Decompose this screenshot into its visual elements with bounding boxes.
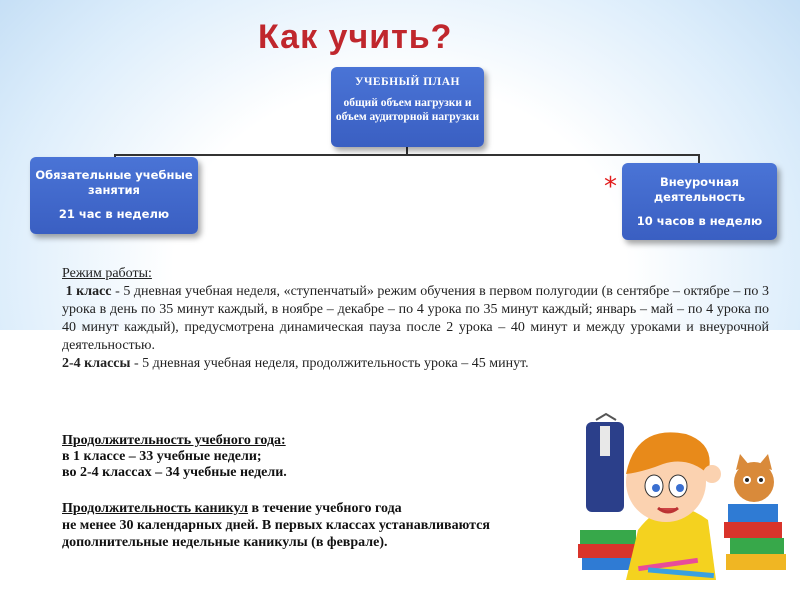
holidays-heading-rest: в течение учебного года — [248, 501, 402, 516]
study-plan-title: УЧЕБНЫЙ ПЛАН — [355, 76, 460, 88]
holidays-section — [62, 500, 490, 551]
holidays-heading: Продолжительность каникул — [62, 501, 249, 516]
page-title: Как учить? — [258, 18, 453, 56]
mandatory-classes-box — [30, 157, 198, 234]
extracurricular-label: Внеурочная деятельность — [653, 175, 746, 204]
schoolboy-illustration — [578, 412, 790, 580]
extracurricular-box — [622, 163, 777, 240]
extracurricular-hours: 10 часов в неделю — [636, 214, 763, 228]
asterisk-mark: * — [604, 172, 617, 202]
schedule-heading: Режим работы: — [62, 266, 152, 281]
holidays-line-2: дополнительные недельные каникулы (в феврале). — [62, 535, 388, 550]
grade24-label: 2-4 классы — [62, 356, 131, 371]
school-year-line-1: в 1 классе – 33 учебные недели; — [62, 449, 262, 464]
grade1-label: 1 класс — [65, 284, 112, 299]
study-plan-subtitle: общий объем нагрузки и объем аудиторной нагрузки — [335, 97, 480, 123]
study-plan-box — [331, 67, 484, 147]
mandatory-classes-hours: 21 час в неделю — [58, 207, 170, 221]
schedule-section — [62, 265, 769, 373]
connector-center — [406, 147, 408, 155]
school-year-section — [62, 433, 287, 481]
holidays-line-1: не менее 30 календарных дней. В первых классах устанавливаются — [62, 518, 490, 533]
school-year-heading: Продолжительность учебного года: — [62, 433, 286, 448]
grade24-text: - 5 дневная учебная неделя, продолжительность урока – 45 минут. — [130, 356, 529, 371]
grade1-text: - 5 дневная учебная неделя, «ступенчатый» режим обучения в первом полугодии (в сентябре – октябре – по 3 урока в день по 35 минут каждый, в ноябре – декабре – по 4 урока по 35 минут каждый; январь – май – по 4 урока по 40 минут каждый), предусмотрена динамическая пауза после 2 урока – 40 минут и между уроками и внеурочной деятельностью. — [62, 284, 770, 353]
mandatory-classes-label: Обязательные учебные занятия — [35, 168, 193, 197]
school-year-line-2: во 2-4 классах – 34 учебные недели. — [62, 465, 287, 480]
